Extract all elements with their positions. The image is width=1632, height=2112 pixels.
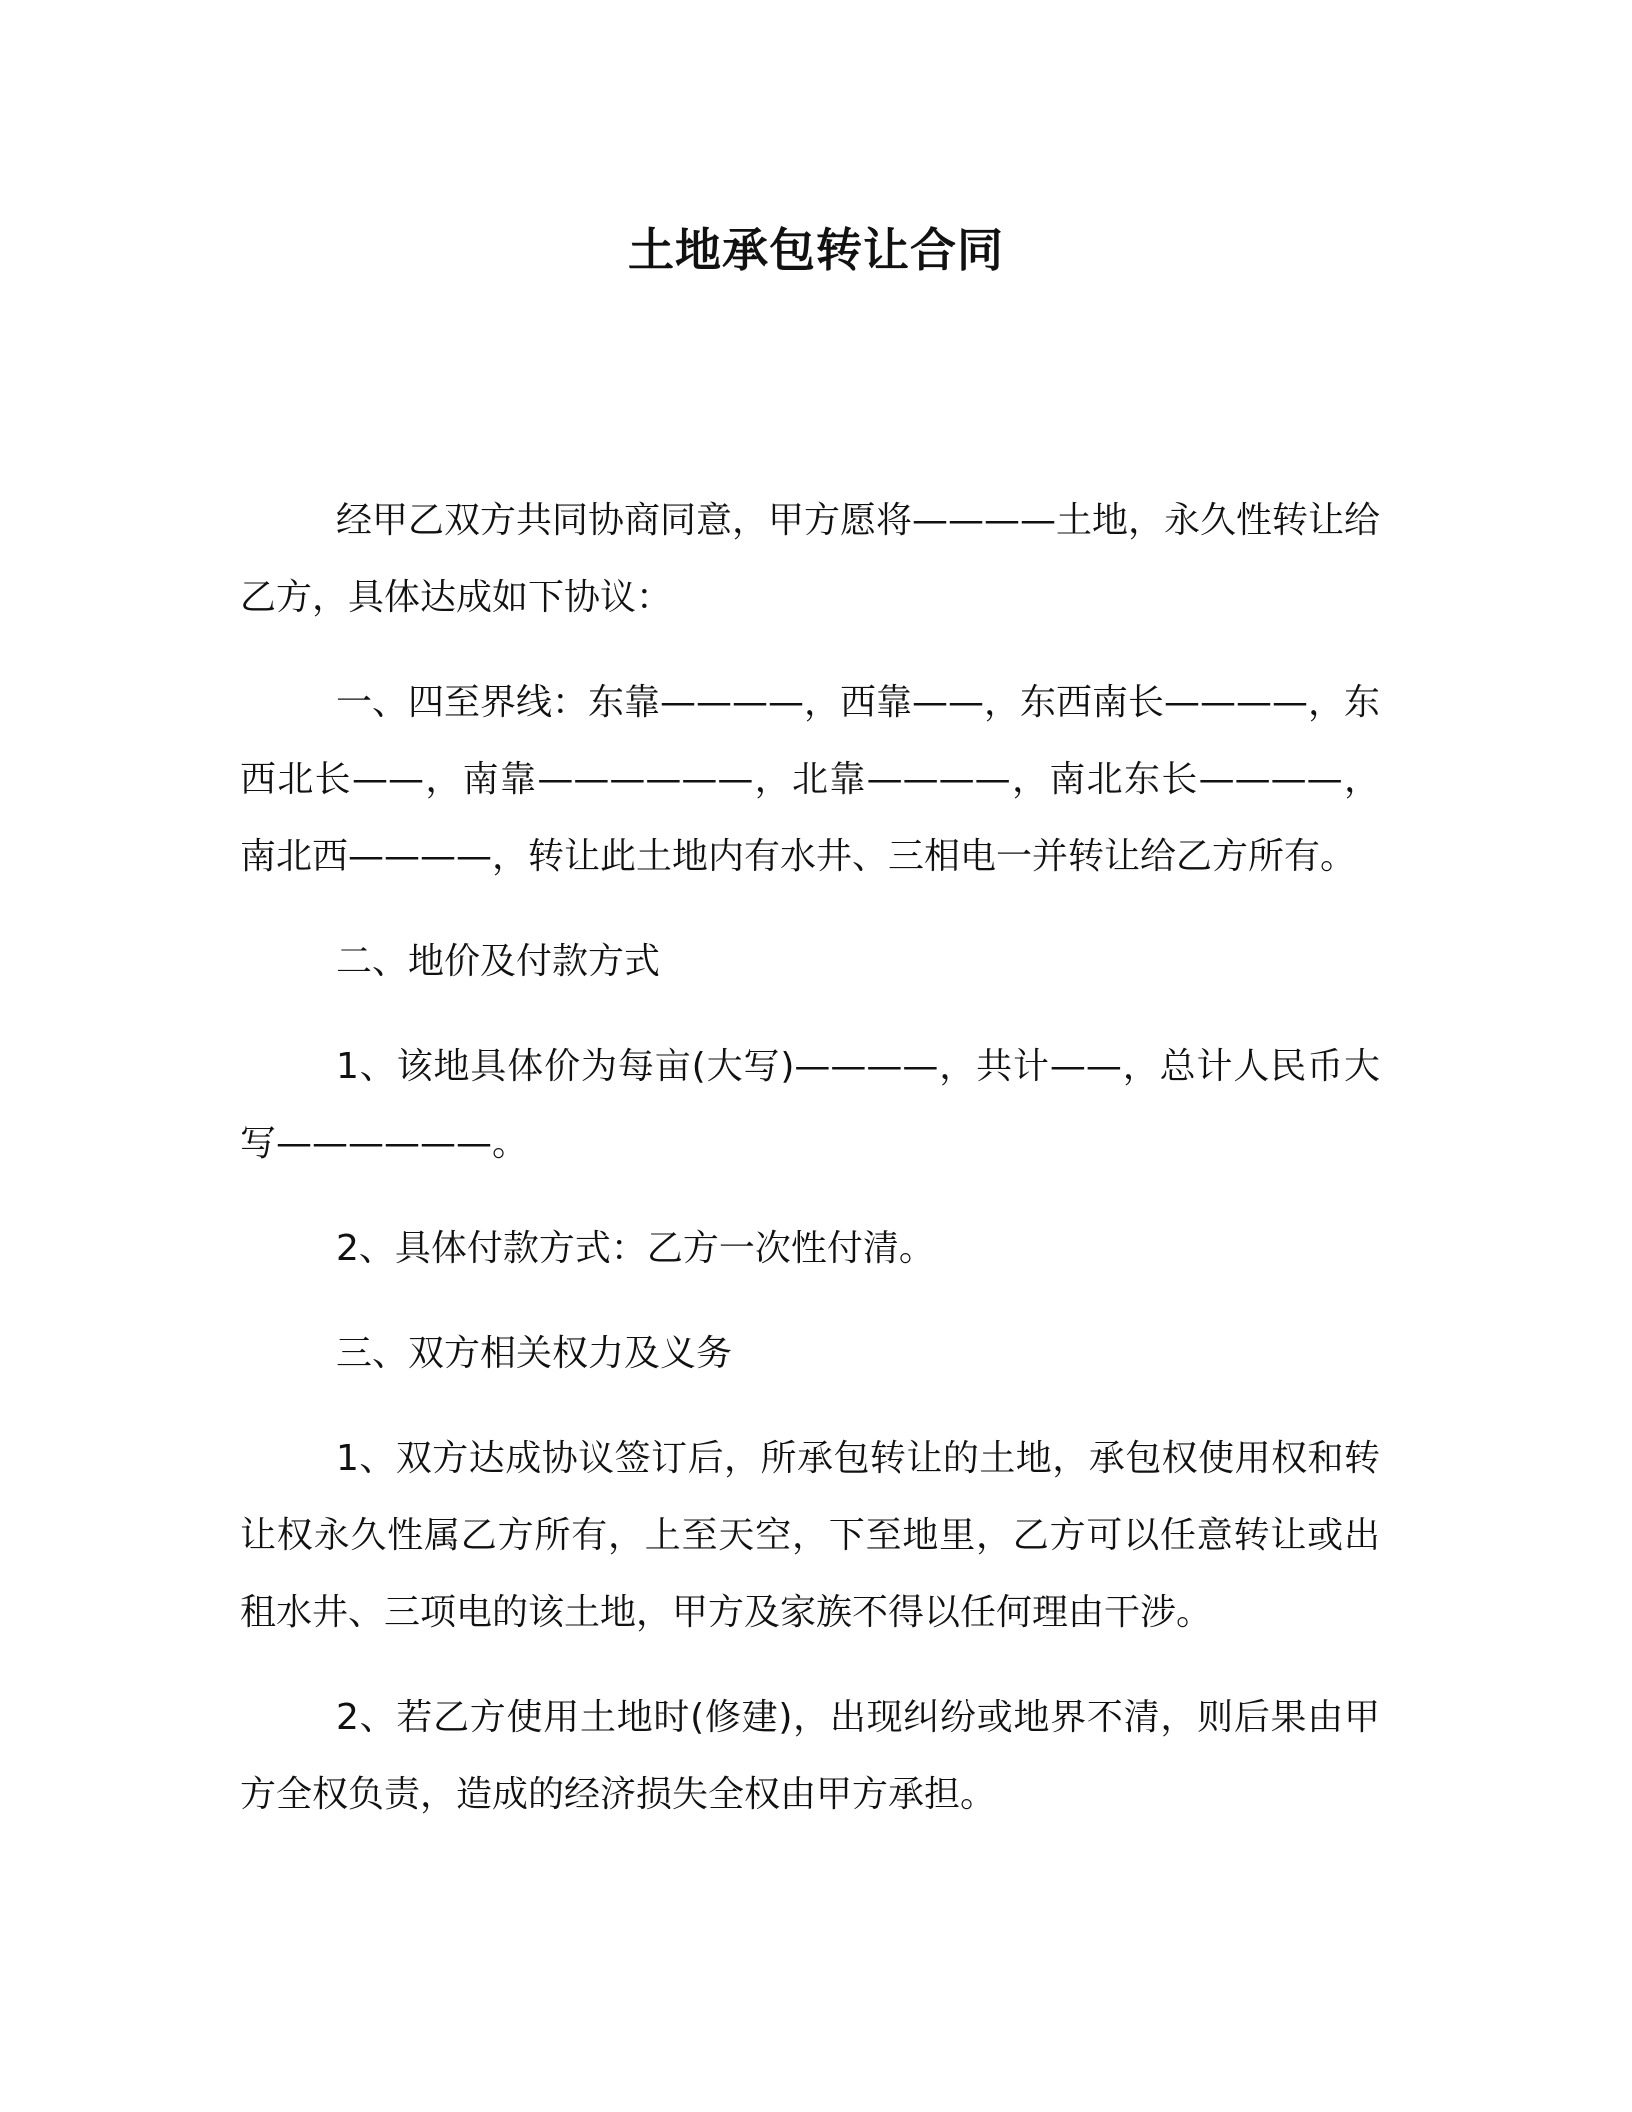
paragraph-rights-2: 2、若乙方使用土地时(修建)，出现纠纷或地界不清，则后果由甲方全权负责，造成的经济损失全权由甲方承担。 [240,1697,1380,1815]
document-title: 土地承包转让合同 [628,223,1004,277]
paragraph-rights-1: 1、双方达成协议签订后，所承包转让的土地，承包权使用权和转让权永久性属乙方所有，上至天空，下至地里，乙方可以任意转让或出租水井、三项电的该土地，甲方及家族不得以任何理由干涉。 [240,1438,1380,1633]
document-body [240,482,1380,1861]
paragraph-intro: 经甲乙双方共同协商同意，甲方愿将————土地，永久性转让给乙方，具体达成如下协议： [240,500,1381,618]
section-heading-price: 二、地价及付款方式 [336,941,661,982]
paragraph-boundaries: 一、四至界线：东靠————，西靠——，东西南长————，东西北长——，南靠——————，北靠————，南北东长————，南北西————，转让此土地内有水井、三相电一并转让给乙方所有。 [240,682,1381,877]
paragraph-price: 1、该地具体价为每亩(大写)————，共计——，总计人民币大写——————。 [240,1046,1380,1164]
paragraph-payment: 2、具体付款方式：乙方一次性付清。 [336,1228,935,1269]
section-heading-rights: 三、双方相关权力及义务 [336,1333,733,1374]
